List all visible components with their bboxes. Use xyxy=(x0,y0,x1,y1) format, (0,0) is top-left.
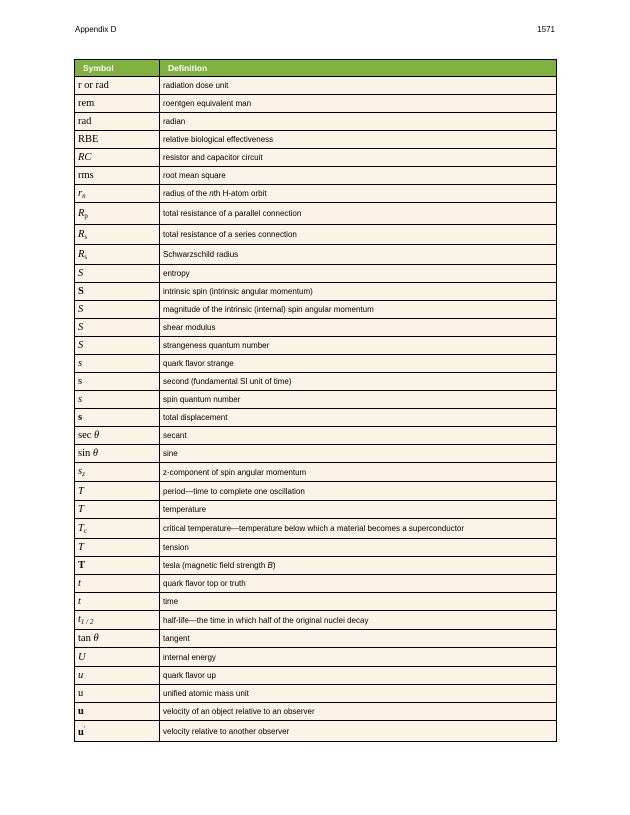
symbol-text: S xyxy=(78,304,84,315)
column-header-definition: Definition xyxy=(160,60,557,77)
table-row xyxy=(75,427,557,445)
table-row xyxy=(75,77,557,95)
symbol-cell xyxy=(75,283,160,301)
symbol-cell xyxy=(75,185,160,203)
symbol-cell xyxy=(75,203,160,225)
table-row xyxy=(75,593,557,611)
symbol-cell xyxy=(75,373,160,391)
definition-cell: roentgen equivalent man xyxy=(160,95,557,113)
definition-cell: second (fundamental SI unit of time) xyxy=(160,373,557,391)
symbol-cell xyxy=(75,245,160,265)
symbol-text: u xyxy=(78,706,84,717)
page-number: 1571 xyxy=(537,25,555,34)
symbol-cell xyxy=(75,265,160,283)
definition-cell: sine xyxy=(160,445,557,463)
table-row xyxy=(75,355,557,373)
column-header-symbol: Symbol xyxy=(75,60,160,77)
definition-cell xyxy=(160,557,557,575)
symbol-cell xyxy=(75,575,160,593)
table-row xyxy=(75,245,557,265)
definition-cell: shear modulus xyxy=(160,319,557,337)
definition-cell: radiation dose unit xyxy=(160,77,557,95)
symbol-cell xyxy=(75,167,160,185)
definition-text: tesla (magnetic field strength xyxy=(163,561,268,570)
symbol-theta: θ xyxy=(94,430,100,441)
table-header-row xyxy=(75,60,557,77)
table-row xyxy=(75,611,557,630)
symbol-text: S xyxy=(78,340,84,351)
definition-cell: total resistance of a series connection xyxy=(160,225,557,245)
definition-emphasis: B xyxy=(267,561,273,570)
definition-cell: Schwarzschild radius xyxy=(160,245,557,265)
table-row xyxy=(75,225,557,245)
symbol-cell xyxy=(75,113,160,131)
table-row xyxy=(75,721,557,742)
symbol-text: T xyxy=(78,560,86,571)
symbol-text: rad xyxy=(78,116,92,127)
definition-cell: relative biological effectiveness xyxy=(160,131,557,149)
table-row xyxy=(75,482,557,501)
definition-cell xyxy=(160,185,557,203)
symbol-cell xyxy=(75,519,160,539)
definition-cell: time xyxy=(160,593,557,611)
table-row xyxy=(75,373,557,391)
table-row xyxy=(75,519,557,539)
table-body xyxy=(75,77,557,742)
table-row xyxy=(75,113,557,131)
definition-cell: internal energy xyxy=(160,648,557,667)
table-row xyxy=(75,283,557,301)
symbol-text: u xyxy=(78,726,84,738)
symbol-cell xyxy=(75,225,160,245)
symbol-text: tan xyxy=(78,633,91,644)
symbol-text: s xyxy=(78,376,83,387)
definition-cell: strangeness quantum number xyxy=(160,337,557,355)
table-row xyxy=(75,648,557,667)
symbol-cell xyxy=(75,301,160,319)
table-row xyxy=(75,557,557,575)
symbol-cell xyxy=(75,721,160,742)
definition-cell: resistor and capacitor circuit xyxy=(160,149,557,167)
table-row xyxy=(75,445,557,463)
definition-cell: root mean square xyxy=(160,167,557,185)
symbol-subscript: s xyxy=(84,252,88,261)
symbol-subscript: 1 / 2 xyxy=(80,618,94,626)
symbol-text: s xyxy=(78,394,83,405)
symbol-text: u xyxy=(78,688,84,699)
definition-cell: half-life—the time in which half of the original nuclei decay xyxy=(160,611,557,630)
symbol-text: sin xyxy=(78,448,91,459)
symbol-superscript: ′ xyxy=(83,724,86,733)
symbol-subscript: p xyxy=(84,211,88,220)
symbol-cell xyxy=(75,77,160,95)
symbol-text: RC xyxy=(78,152,92,163)
symbol-text: r or rad xyxy=(78,80,109,91)
symbol-cell xyxy=(75,409,160,427)
symbol-cell xyxy=(75,319,160,337)
symbol-cell xyxy=(75,391,160,409)
symbol-text: s xyxy=(78,412,83,423)
symbol-cell xyxy=(75,703,160,721)
definition-cell: z-component of spin angular momentum xyxy=(160,463,557,482)
symbol-text: t xyxy=(78,614,81,625)
table-row xyxy=(75,463,557,482)
symbol-cell xyxy=(75,463,160,482)
symbol-text: RBE xyxy=(78,134,99,145)
table-row xyxy=(75,167,557,185)
definition-cell: quark flavor top or truth xyxy=(160,575,557,593)
symbol-subscript: c xyxy=(83,526,87,535)
table-row xyxy=(75,575,557,593)
symbol-theta: θ xyxy=(92,448,99,459)
symbol-text: u xyxy=(78,670,84,681)
symbol-text: t xyxy=(78,578,81,589)
definition-cell: secant xyxy=(160,427,557,445)
symbol-cell xyxy=(75,539,160,557)
symbol-subscript: z xyxy=(82,470,85,478)
table-row xyxy=(75,319,557,337)
symbol-cell xyxy=(75,427,160,445)
definition-text: th H-atom orbit xyxy=(213,189,267,198)
definition-text: ) xyxy=(272,561,276,570)
symbol-cell xyxy=(75,149,160,167)
definition-cell: magnitude of the intrinsic (internal) spin angular momentum xyxy=(160,301,557,319)
symbol-text: U xyxy=(78,651,86,663)
definition-cell: temperature xyxy=(160,501,557,519)
symbol-text: S xyxy=(78,322,84,333)
running-head-left: Appendix D xyxy=(75,25,117,34)
symbol-text: T xyxy=(78,522,84,534)
table-row xyxy=(75,149,557,167)
symbol-text: R xyxy=(78,248,85,260)
table-row xyxy=(75,501,557,519)
table-row xyxy=(75,95,557,113)
symbol-text: s xyxy=(78,358,83,369)
table-row xyxy=(75,337,557,355)
table-row xyxy=(75,265,557,283)
symbol-cell xyxy=(75,667,160,685)
definition-cell: unified atomic mass unit xyxy=(160,685,557,703)
table-row xyxy=(75,391,557,409)
table-row xyxy=(75,409,557,427)
symbol-text: sec xyxy=(78,430,92,441)
definition-cell: quark flavor strange xyxy=(160,355,557,373)
symbol-cell xyxy=(75,355,160,373)
definition-cell: intrinsic spin (intrinsic angular momentum) xyxy=(160,283,557,301)
definition-cell: period—time to complete one oscillation xyxy=(160,482,557,501)
symbol-text: T xyxy=(78,542,84,553)
symbol-subscript: s xyxy=(84,232,88,241)
definition-cell: radian xyxy=(160,113,557,131)
symbol-cell xyxy=(75,337,160,355)
symbol-cell xyxy=(75,611,160,630)
definition-text: radius of the xyxy=(163,189,210,198)
symbol-text: R xyxy=(78,207,85,219)
definition-cell: tension xyxy=(160,539,557,557)
definition-cell: quark flavor up xyxy=(160,667,557,685)
symbol-text: r xyxy=(78,187,83,199)
symbol-cell xyxy=(75,445,160,463)
table-row xyxy=(75,630,557,648)
symbol-text: S xyxy=(78,268,84,279)
table-row xyxy=(75,703,557,721)
symbol-cell xyxy=(75,95,160,113)
symbol-cell xyxy=(75,131,160,149)
symbols-table xyxy=(74,59,557,742)
symbol-subscript: n xyxy=(82,191,86,200)
symbol-text: t xyxy=(78,596,81,607)
table-row xyxy=(75,539,557,557)
symbol-text: S xyxy=(78,286,84,297)
symbol-cell xyxy=(75,630,160,648)
symbol-text: T xyxy=(78,504,84,515)
definition-cell: tangent xyxy=(160,630,557,648)
table-row xyxy=(75,203,557,225)
symbol-theta: θ xyxy=(93,633,99,644)
table-row xyxy=(75,131,557,149)
symbol-cell xyxy=(75,648,160,667)
definition-cell: velocity of an object relative to an observer xyxy=(160,703,557,721)
definition-cell: total resistance of a parallel connection xyxy=(160,203,557,225)
symbol-text: R xyxy=(78,228,85,240)
symbol-cell xyxy=(75,593,160,611)
symbol-cell xyxy=(75,557,160,575)
definition-cell: spin quantum number xyxy=(160,391,557,409)
symbol-text: rms xyxy=(78,170,94,181)
definition-emphasis: n xyxy=(209,189,214,198)
definition-cell: critical temperature—temperature below which a material becomes a superconductor xyxy=(160,519,557,539)
symbol-cell xyxy=(75,685,160,703)
table-row xyxy=(75,667,557,685)
definition-cell: velocity relative to another observer xyxy=(160,721,557,742)
symbol-text: T xyxy=(78,485,84,497)
table-row xyxy=(75,301,557,319)
definition-cell: entropy xyxy=(160,265,557,283)
table-row xyxy=(75,685,557,703)
symbol-cell xyxy=(75,482,160,501)
symbol-cell xyxy=(75,501,160,519)
definition-cell: total displacement xyxy=(160,409,557,427)
symbol-text: rem xyxy=(78,98,95,109)
symbol-text: s xyxy=(78,466,83,477)
table-row xyxy=(75,185,557,203)
